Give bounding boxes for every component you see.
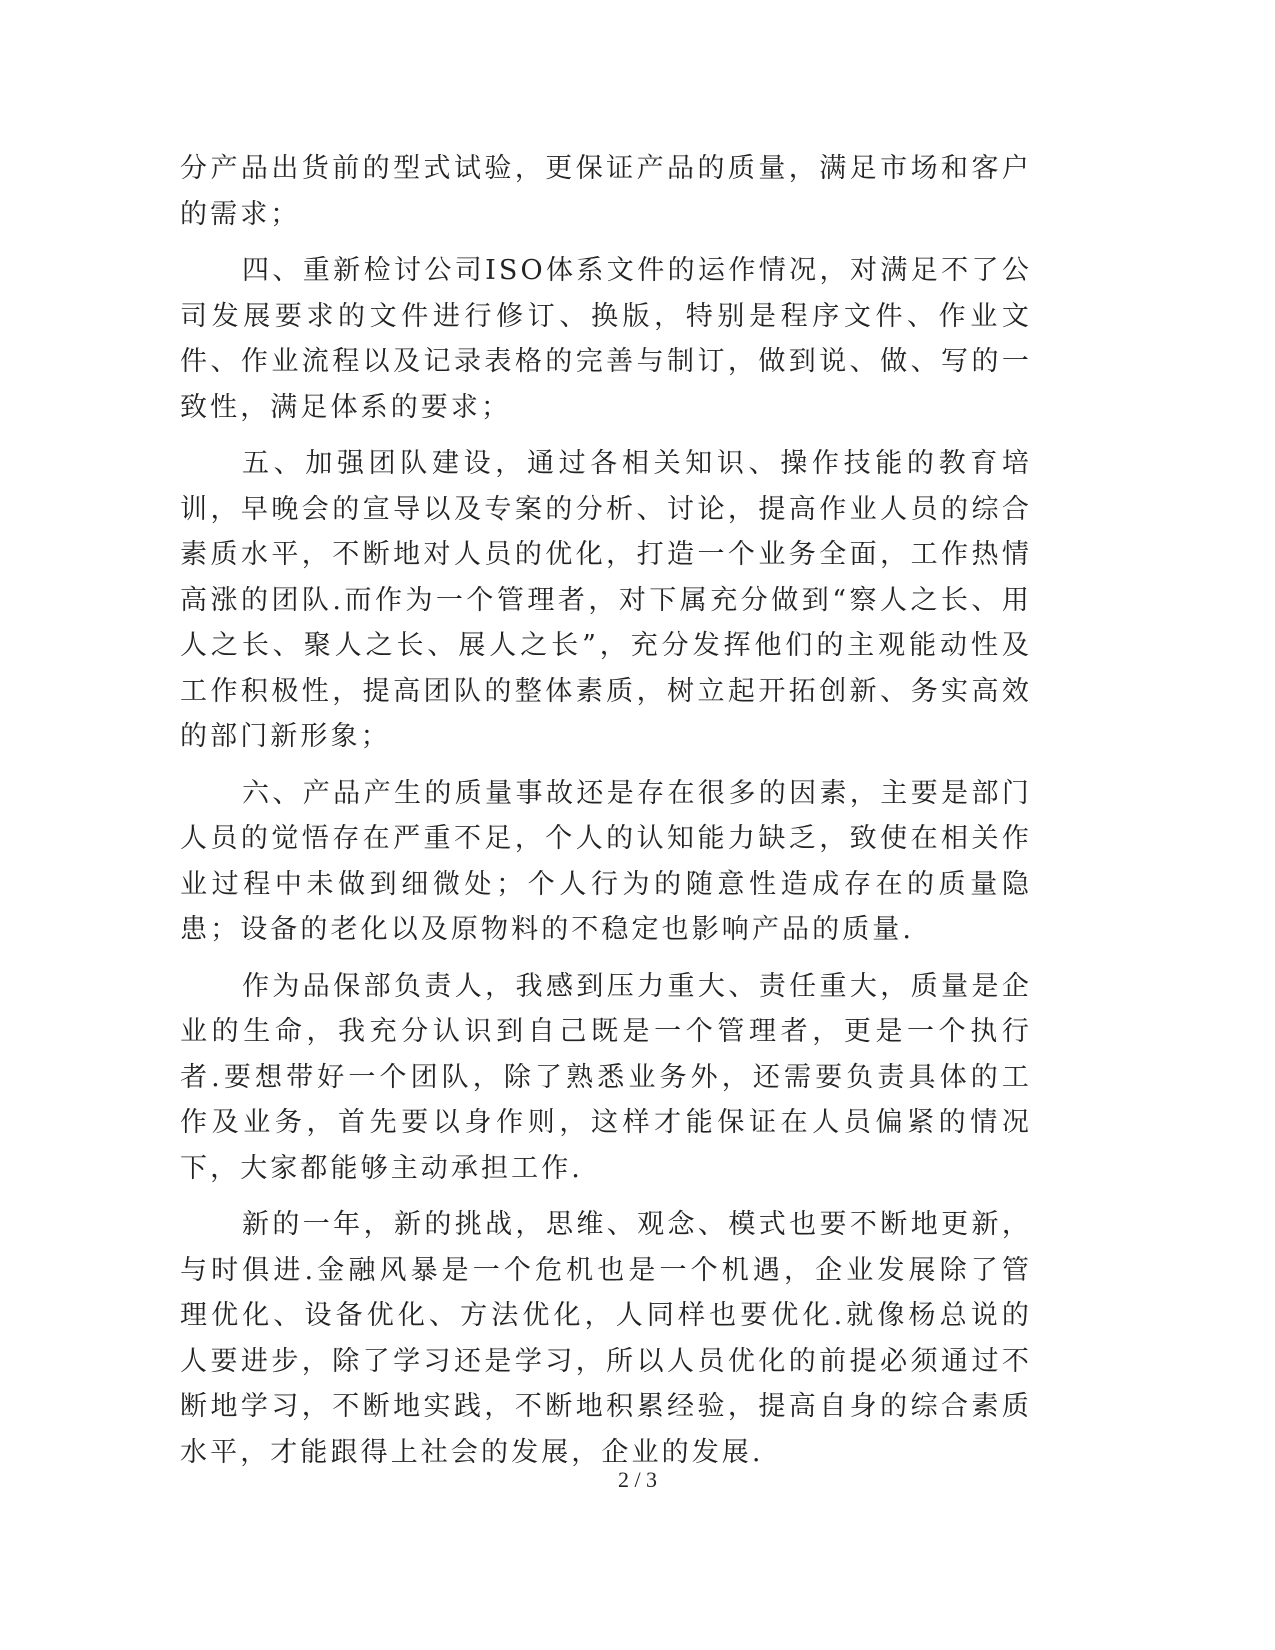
page-number: 2 / 3 — [617, 1467, 658, 1492]
paragraph-item-4: 四、重新检讨公司ISO体系文件的运作情况，对满足不了公司发展要求的文件进行修订、换版，特别是程序文件、作业文件、作业流程以及记录表格的完善与制订，做到说、做、写的一致性，满足体系的要求； — [180, 255, 1032, 423]
document-body — [180, 146, 1032, 1486]
paragraph-item-6: 六、产品产生的质量事故还是存在很多的因素，主要是部门人员的觉悟存在严重不足，个人的认知能力缺乏，致使在相关作业过程中未做到细微处；个人行为的随意性造成存在的质量隐患；设备的老化以及原物料的不稳定也影响产品的质量. — [180, 777, 1032, 945]
paragraph-responsibility: 作为品保部负责人，我感到压力重大、责任重大，质量是企业的生命，我充分认识到自己既是一个管理者，更是一个执行者.要想带好一个团队，除了熟悉业务外，还需要负责具体的工作及业务，首先要以身作则，这样才能保证在人员偏紧的情况下，大家都能够主动承担工作. — [180, 970, 1032, 1184]
paragraph-continuation: 分产品出货前的型式试验，更保证产品的质量，满足市场和客户的需求； — [180, 153, 1032, 230]
paragraph-new-year: 新的一年，新的挑战，思维、观念、模式也要不断地更新，与时俱进.金融风暴是一个危机也是一个机遇，企业发展除了管理优化、设备优化、方法优化，人同样也要优化.就像杨总说的人要进步，除了学习还是学习，所以人员优化的前提必须通过不断地学习，不断地实践，不断地积累经验，提高自身的综合素质水平，才能跟得上社会的发展，企业的发展. — [180, 1209, 1032, 1468]
paragraph-item-5: 五、加强团队建设，通过各相关知识、操作技能的教育培训，早晚会的宣导以及专案的分析、讨论，提高作业人员的综合素质水平，不断地对人员的优化，打造一个业务全面，工作热情高涨的团队.而作为一个管理者，对下属充分做到“察人之长、用人之长、聚人之长、展人之长”，充分发挥他们的主观能动性及工作积极性，提高团队的整体素质，树立起开拓创新、务实高效的部门新形象； — [180, 448, 1032, 752]
